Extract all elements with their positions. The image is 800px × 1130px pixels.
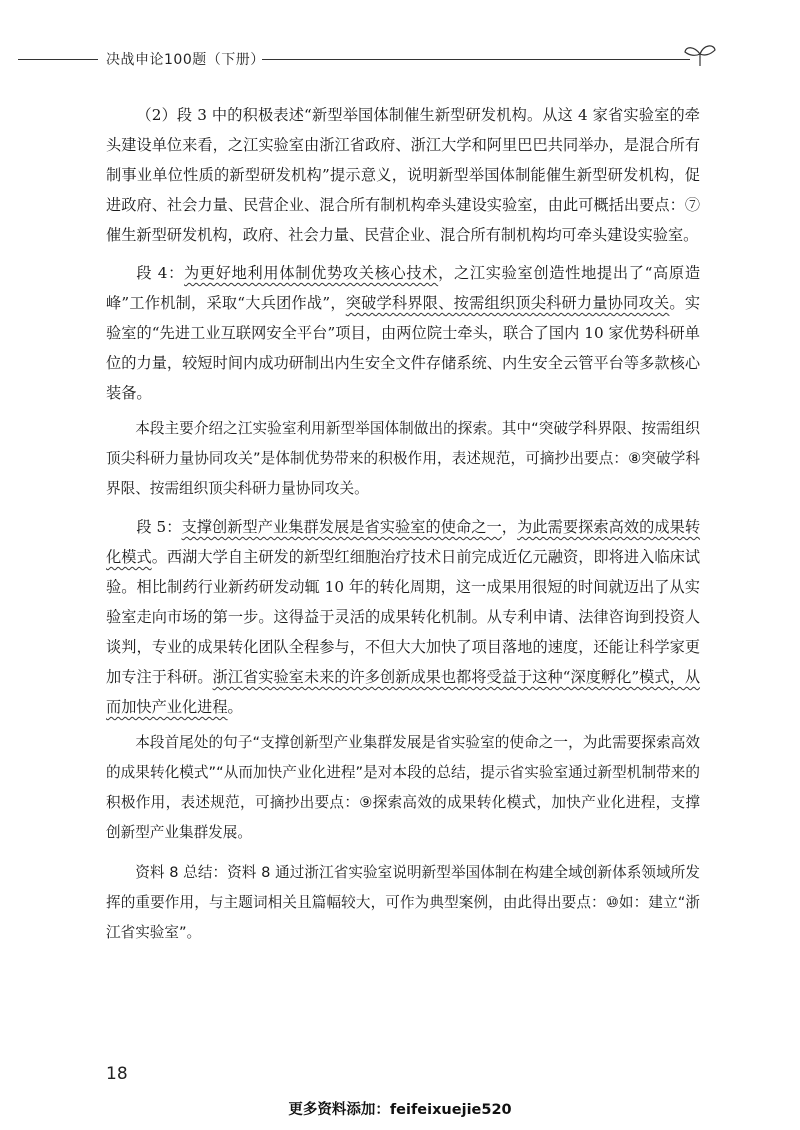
section4-text-1: ，之江实验室创造性地提出了“高原造峰”工作机制，采取“大兵团作战”， [106, 264, 701, 312]
section5-underlined-3: 浙江省实验室未来的许多创新成果也都将受益于这种“深度孵化”模式，从而加快产业化进程 [106, 668, 701, 716]
section4-text-2: 。实验室的“先进工业互联网安全平台”项目，由两位院士牵头，联合了国内 10 家优势科研单位的力量，较短时间内成功研制出内生安全文件存储系统、内生安全云管平台等多款核心装备。 [106, 294, 701, 402]
header-rule-right [262, 59, 690, 60]
running-header [0, 48, 800, 72]
paragraph-section3-analysis: （2）段 3 中的积极表述“新型举国体制催生新型研发机构。从这 4 家省实验室的牵头建设单位来看，之江实验室由浙江省政府、浙江大学和阿里巴巴共同举办，是混合所有制事业单位性质的新型研发机构”提示意义，说明新型举国体制能催生新型研发机构，促进政府、社会力量、民营企业、混合所有制机构牵头建设实验室，由此可概括出要点：⑦催生新型研发机构，政府、社会力量、民营企业、混合所有制机构均可牵头建设实验室。 [106, 106, 700, 244]
paragraph-material8-summary: 资料 8 总结：资料 8 通过浙江省实验室说明新型举国体制在构建全域创新体系领域所发挥的重要作用，与主题词相关且篇幅较大，可作为典型案例，由此得出要点：⑩如：建立“浙江省实验室”。 [106, 864, 700, 941]
section5-underlined-1: 支撑创新型产业集群发展是省实验室的使命之一 [181, 518, 502, 536]
page-body [106, 100, 700, 948]
paragraph-section4 [106, 258, 700, 408]
section5-text-end: 。 [227, 698, 243, 716]
header-rule-left [18, 59, 98, 60]
paragraph-section5-analysis: 本段首尾处的句子“支撑创新型产业集群发展是省实验室的使命之一，为此需要探索高效的成果转化模式”“从而加快产业化进程”是对本段的总结，提示省实验室通过新型机制带来的积极作用，表述规范，可摘抄出要点：⑨探索高效的成果转化模式，加快产业化进程，支撑创新型产业集群发展。 [106, 734, 700, 841]
section4-lead: 段 4： [136, 264, 185, 282]
sprout-icon [682, 38, 718, 68]
section5-text-2: 。西湖大学自主研发的新型红细胞治疗技术日前完成近亿元融资，即将进入临床试验。相比制药行业新药研发动辄 10 年的转化周期，这一成果用很短的时间就迈出了从实验室走向市场的第一步。这得益于灵活的成果转化机制。从专利申请、法律咨询到投资人谈判，专业的成果转化团队全程参与，不但大大加快了项目落地的速度，还能让科学家更加专注于科研。 [106, 548, 701, 686]
section5-underlined-2: 为此需要探索高效的成果转化模式 [106, 518, 701, 566]
header-title: 决战申论100题（下册） [106, 52, 265, 68]
paragraph-section4-analysis: 本段主要介绍之江实验室利用新型举国体制做出的探索。其中“突破学科界限、按需组织顶尖科研力量协同攻关”是体制优势带来的积极作用，表述规范，可摘抄出要点：⑧突破学科界限、按需组织顶尖科研力量协同攻关。 [106, 420, 700, 497]
page-number: 18 [106, 1064, 128, 1084]
section4-underlined-2: 突破学科界限、按需组织顶尖科研力量协同攻关 [345, 294, 670, 312]
section5-lead: 段 5： [136, 518, 182, 536]
section5-text-1: ， [501, 518, 518, 536]
section4-underlined-1: 为更好地利用体制优势攻关核心技术 [184, 264, 439, 282]
footer-note: 更多资料添加：feifeixuejie520 [288, 1102, 512, 1118]
paragraph-section5 [106, 512, 700, 722]
